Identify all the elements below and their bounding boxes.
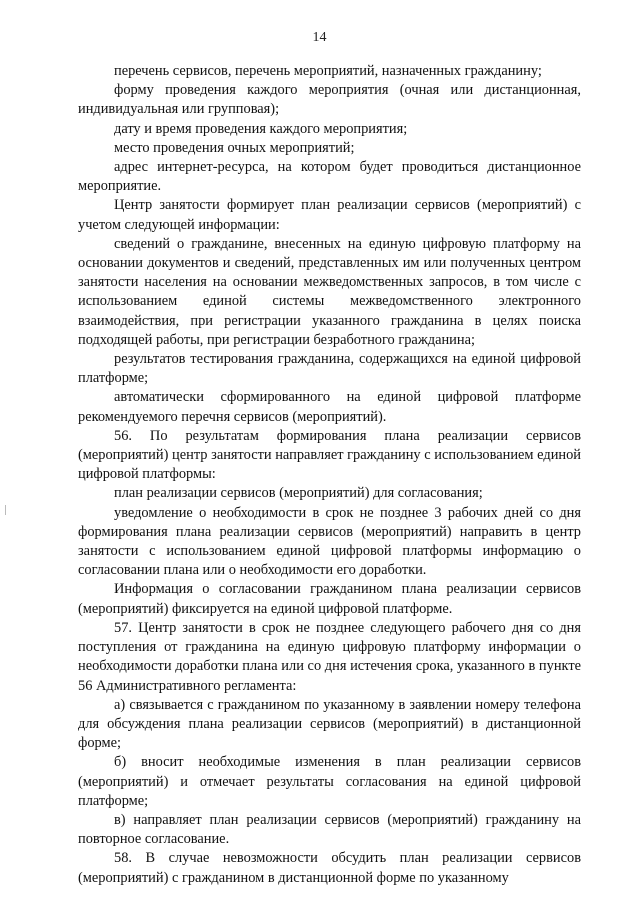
paragraph: 57. Центр занятости в срок не позднее следующего рабочего дня со дня поступления от гражданина на единую цифровую платформу информации о необходимости доработки плана или со дня истечения срока, указанного в пункте 56 Административного регламента: <box>78 619 581 694</box>
paragraph: 56. По результатам формирования плана реализации сервисов (мероприятий) центр занятости направляет гражданину с использованием единой цифровой платформы: <box>78 427 581 483</box>
paragraph: а) связывается с гражданином по указанному в заявлении номеру телефона для обсуждения плана реализации сервисов (мероприятий) в дистанционной форме; <box>78 696 581 752</box>
paragraph: 58. В случае невозможности обсудить план реализации сервисов (мероприятий) с гражданином в дистанционной форме по указанному <box>78 850 581 886</box>
paragraph: форму проведения каждого мероприятия (очная или дистанционная, индивидуальная или групповая); <box>78 82 581 118</box>
paragraph: Информация о согласовании гражданином плана реализации сервисов (мероприятий) фиксируется на единой цифровой платформе. <box>78 581 581 617</box>
paragraph: перечень сервисов, перечень мероприятий, назначенных гражданину; <box>114 63 542 79</box>
paragraph: в) направляет план реализации сервисов (мероприятий) гражданину на повторное согласование. <box>78 811 581 848</box>
paragraph: Центр занятости формирует план реализации сервисов (мероприятий) с учетом следующей информации: <box>78 197 581 233</box>
paragraph: дату и время проведения каждого мероприятия; <box>114 120 408 137</box>
paragraph: место проведения очных мероприятий; <box>114 139 355 156</box>
document-body <box>78 62 581 888</box>
paragraph: сведений о гражданине, внесенных на единую цифровую платформу на основании документов и сведений, представленных им или полученных центром занятости населения на основании межведомственных запросов, в том числе с использованием единой системы межведомственного электронного взаимодействия, при регистрации указанного гражданина в целях поиска подходящей работы, при регистрации безработного гражданина; <box>78 235 581 348</box>
paragraph: адрес интернет-ресурса, на котором будет проводиться дистанционное мероприятие. <box>78 159 581 195</box>
scan-binding-mark <box>5 505 6 515</box>
paragraph: план реализации сервисов (мероприятий) для согласования; <box>114 485 483 502</box>
page-number: 14 <box>312 30 327 45</box>
paragraph: уведомление о необходимости в срок не позднее 3 рабочих дней со дня формирования плана реализации сервисов (мероприятий) направить в центр занятости с использованием единой цифровой платформы информацию о согласовании плана или о необходимости его доработки. <box>78 504 581 579</box>
paragraph: результатов тестирования гражданина, содержащихся на единой цифровой платформе; <box>78 351 581 387</box>
paragraph: автоматически сформированного на единой цифровой платформе рекомендуемого перечня сервисов (мероприятий). <box>78 389 581 425</box>
paragraph: б) вносит необходимые изменения в план реализации сервисов (мероприятий) и отмечает результаты согласования на единой цифровой платформе; <box>78 754 581 809</box>
